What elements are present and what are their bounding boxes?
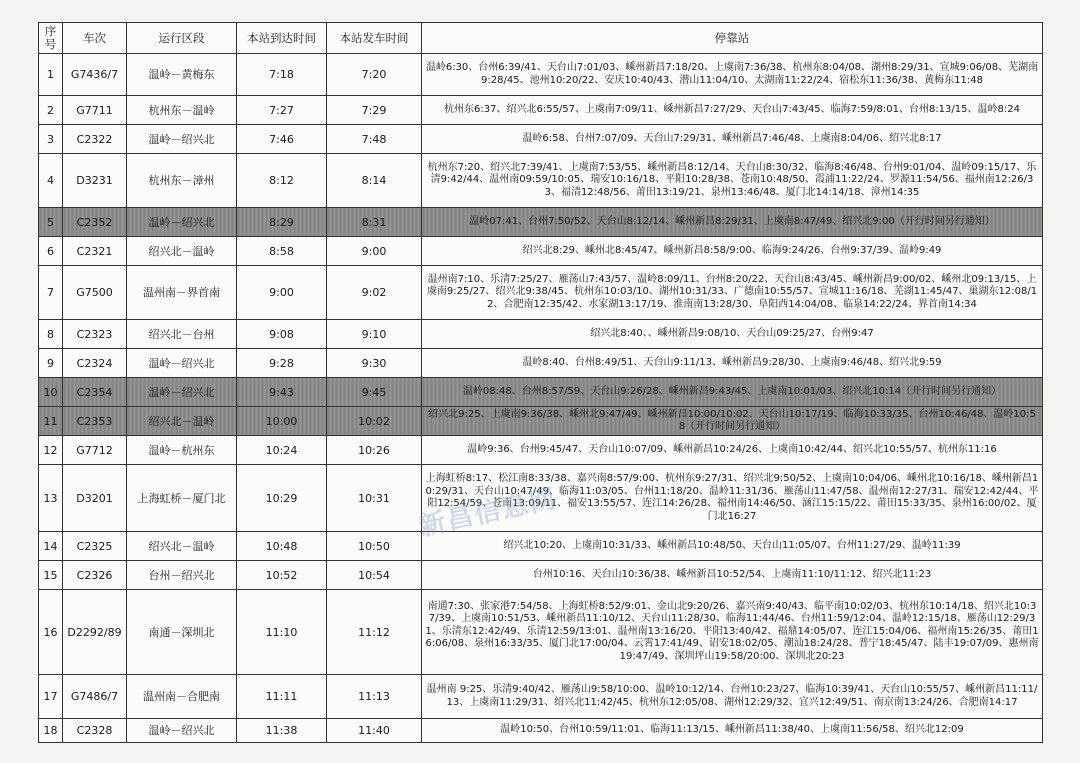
- cell-depart: 8:14: [327, 154, 422, 208]
- cell-stops: 绍兴北9:25、上虞南9:36/38、嵊州北9:47/49、嵊州新昌10:00/10:02、天台山10:17/19、临海10:33/35、台州10:46/48、温岭10:58（开行时间另行通知）: [422, 407, 1043, 436]
- cell-seq: 8: [39, 320, 63, 349]
- header-section: 运行区段: [127, 23, 237, 54]
- train-timetable: [38, 22, 1043, 743]
- cell-section: 温岭－绍兴北: [127, 208, 237, 237]
- cell-depart: 9:00: [327, 237, 422, 266]
- cell-section: 温岭－绍兴北: [127, 378, 237, 407]
- cell-seq: 18: [39, 719, 63, 743]
- cell-stops: 温岭6:30、台州6:39/41、天台山7:01/03、嵊州新昌7:18/20、上虞南7:36/38、杭州东8:04/08、湖州8:29/31、宣城9:06/08、芜湖南9:28/45、池州10:20/22、安庆10:40/43、潜山11:04/10、太湖南11:22/24、宿松东11:36/38、黄梅东11:48: [422, 54, 1043, 96]
- cell-depart: 8:31: [327, 208, 422, 237]
- cell-arrive: 10:52: [237, 561, 327, 590]
- cell-depart: 7:29: [327, 96, 422, 125]
- cell-depart: 10:26: [327, 436, 422, 465]
- cell-seq: 17: [39, 675, 63, 719]
- cell-seq: 7: [39, 266, 63, 320]
- cell-seq: 13: [39, 465, 63, 532]
- cell-stops: 温岭10:50、台州10:59/11:01、临海11:13/15、嵊州新昌11:38/40、上虞南11:56/58、绍兴北12:09: [422, 719, 1043, 743]
- cell-train: G7712: [63, 436, 127, 465]
- cell-depart: 10:50: [327, 532, 422, 561]
- cell-arrive: 9:28: [237, 349, 327, 378]
- table-row: [39, 675, 1043, 719]
- cell-arrive: 10:48: [237, 532, 327, 561]
- cell-section: 南通－深圳北: [127, 590, 237, 675]
- cell-depart: 7:48: [327, 125, 422, 154]
- table-row: [39, 154, 1043, 208]
- cell-arrive: 8:58: [237, 237, 327, 266]
- cell-train: G7436/7: [63, 54, 127, 96]
- cell-train: D3201: [63, 465, 127, 532]
- cell-section: 绍兴北－温岭: [127, 237, 237, 266]
- cell-depart: 10:31: [327, 465, 422, 532]
- cell-stops: 绍兴北8:29、嵊州北8:45/47、嵊州新昌8:58/9:00、临海9:24/26、台州9:37/39、温岭9:49: [422, 237, 1043, 266]
- table-row: [39, 349, 1043, 378]
- cell-section: 温岭－绍兴北: [127, 125, 237, 154]
- cell-train: C2328: [63, 719, 127, 743]
- cell-stops: 杭州东6:37、绍兴北6:55/57、上虞南7:09/11、嵊州新昌7:27/29、天台山7:43/45、临海7:59/8:01、台州8:13/15、温岭8:24: [422, 96, 1043, 125]
- cell-train: C2354: [63, 378, 127, 407]
- table-row: [39, 266, 1043, 320]
- table-row: [39, 465, 1043, 532]
- table-row: [39, 590, 1043, 675]
- cell-depart: 10:02: [327, 407, 422, 436]
- cell-section: 温岭－杭州东: [127, 436, 237, 465]
- cell-arrive: 11:11: [237, 675, 327, 719]
- cell-stops: 绍兴北10:20、上虞南10:31/33、嵊州新昌10:48/50、天台山11:05/07、台州11:27/29、温岭11:39: [422, 532, 1043, 561]
- cell-stops: 上海虹桥8:17、松江南8:33/38、嘉兴南8:57/9:00、杭州东9:27/31、绍兴北9:50/52、上虞南10:04/06、嵊州北10:16/18、嵊州新昌10:29/31、天台山10:47/49、临海11:03/05、台州11:18/20、温岭11:31/36、雁荡山11:47/58、温州南12:27/31、瑞安12:42/44、平阳12:54/59、苍南13:09/11、福安13:55/57、连江14:26/28、福州南14:46/50、涵江15:15/22、莆田15:33/35、泉州16:00/02、厦门北16:27: [422, 465, 1043, 532]
- table-row: [39, 436, 1043, 465]
- table-row: [39, 125, 1043, 154]
- cell-depart: 9:10: [327, 320, 422, 349]
- cell-seq: 1: [39, 54, 63, 96]
- cell-arrive: 7:46: [237, 125, 327, 154]
- cell-seq: 11: [39, 407, 63, 436]
- cell-train: G7486/7: [63, 675, 127, 719]
- cell-seq: 4: [39, 154, 63, 208]
- table-row: [39, 532, 1043, 561]
- cell-stops: 温岭9:36、台州9:45/47、天台山10:07/09、嵊州新昌10:24/26、上虞南10:42/44、绍兴北10:55/57、杭州东11:16: [422, 436, 1043, 465]
- cell-seq: 3: [39, 125, 63, 154]
- cell-depart: 7:20: [327, 54, 422, 96]
- table-row: [39, 237, 1043, 266]
- cell-seq: 2: [39, 96, 63, 125]
- cell-stops: 杭州东7:20、绍兴北7:39/41、上虞南7:53/55、嵊州新昌8:12/14、天台山8:30/32、临海8:46/48、台州9:01/04、温岭09:15/17、乐清9:42/44、温州南09:59/10:05、瑞安10:16/18、平阳10:28/38、苍南10:48/50、霞浦11:22/24、罗源11:54/56、福州南12:26/33、福清12:48/56、莆田13:19/21、泉州13:46/48、厦门北14:14/18、漳州14:35: [422, 154, 1043, 208]
- cell-stops: 温州南 9:25、乐清9:40/42、雁荡山9:58/10:00、温岭10:12/14、台州10:23/27、临海10:39/41、天台山10:55/57、嵊州新昌11:11/13、上虞南11:29/31、绍兴北11:42/45、杭州东12:05/08、湖州12:29/32、宜兴12:49/51、南京南13:24/26、合肥南14:17: [422, 675, 1043, 719]
- cell-section: 温岭－绍兴北: [127, 349, 237, 378]
- cell-section: 台州－绍兴北: [127, 561, 237, 590]
- cell-section: 绍兴北－温岭: [127, 532, 237, 561]
- cell-arrive: 9:43: [237, 378, 327, 407]
- table-row: [39, 320, 1043, 349]
- cell-section: 温州南－合肥南: [127, 675, 237, 719]
- cell-train: C2324: [63, 349, 127, 378]
- cell-train: C2322: [63, 125, 127, 154]
- header-row: [39, 23, 1043, 54]
- cell-train: G7711: [63, 96, 127, 125]
- cell-depart: 9:02: [327, 266, 422, 320]
- cell-section: 温岭－绍兴北: [127, 719, 237, 743]
- cell-seq: 14: [39, 532, 63, 561]
- header-stops: 停靠站: [422, 23, 1043, 54]
- cell-stops: 台州10:16、天台山10:36/38、嵊州新昌10:52/54、上虞南11:10/11:12、绍兴北11:23: [422, 561, 1043, 590]
- header-depart: 本站发车时间: [327, 23, 422, 54]
- table-row: [39, 208, 1043, 237]
- cell-section: 温岭－黄梅东: [127, 54, 237, 96]
- cell-train: C2323: [63, 320, 127, 349]
- cell-seq: 5: [39, 208, 63, 237]
- cell-train: G7500: [63, 266, 127, 320]
- cell-stops: 温岭8:40、台州8:49/51、天台山9:11/13、嵊州新昌9:28/30、上虞南9:46/48、绍兴北9:59: [422, 349, 1043, 378]
- cell-train: D2292/89: [63, 590, 127, 675]
- cell-section: 绍兴北－台州: [127, 320, 237, 349]
- table-row: [39, 407, 1043, 436]
- header-train: 车次: [63, 23, 127, 54]
- cell-arrive: 11:38: [237, 719, 327, 743]
- cell-arrive: 7:27: [237, 96, 327, 125]
- cell-stops: 温岭6:58、台州7:07/09、天台山7:29/31、嵊州新昌7:46/48、上虞南8:04/06、绍兴北8:17: [422, 125, 1043, 154]
- cell-arrive: 9:00: [237, 266, 327, 320]
- cell-arrive: 7:18: [237, 54, 327, 96]
- cell-seq: 10: [39, 378, 63, 407]
- cell-arrive: 8:29: [237, 208, 327, 237]
- cell-seq: 16: [39, 590, 63, 675]
- cell-depart: 9:45: [327, 378, 422, 407]
- cell-depart: 11:40: [327, 719, 422, 743]
- cell-train: C2326: [63, 561, 127, 590]
- cell-section: 温州南－界首南: [127, 266, 237, 320]
- header-seq: 序号: [39, 23, 63, 54]
- table-row: [39, 719, 1043, 743]
- table-row: [39, 96, 1043, 125]
- cell-arrive: 10:00: [237, 407, 327, 436]
- cell-arrive: 11:10: [237, 590, 327, 675]
- cell-depart: 10:54: [327, 561, 422, 590]
- cell-arrive: 10:24: [237, 436, 327, 465]
- cell-seq: 15: [39, 561, 63, 590]
- cell-section: 杭州东－漳州: [127, 154, 237, 208]
- cell-train: C2325: [63, 532, 127, 561]
- watermark: 新昌信息网: [416, 483, 561, 543]
- cell-seq: 12: [39, 436, 63, 465]
- table-row: [39, 54, 1043, 96]
- cell-depart: 9:30: [327, 349, 422, 378]
- table-row: [39, 378, 1043, 407]
- cell-train: C2321: [63, 237, 127, 266]
- cell-stops: 绍兴北8:40、、嵊州新昌9:08/10、天台山09:25/27、台州9:47: [422, 320, 1043, 349]
- cell-seq: 9: [39, 349, 63, 378]
- header-arrive: 本站到达时间: [237, 23, 327, 54]
- cell-stops: 温州南7:10、乐清7:25/27、雁荡山7:43/57、温岭8:09/11、台州8:20/22、天台山8:43/45、嵊州新昌9:00/02、嵊州北09:13/15、上虞南9:25/27、绍兴北9:38/45、杭州东10:03/10、湖州10:31/33、广德南10:55/57、宣城11:16/18、芜湖11:45/47、巢湖东12:08/12、合肥南12:35/42、水家湖13:17/19、淮南南13:28/30、阜阳西14:04/08、临泉14:22/24、界首南14:34: [422, 266, 1043, 320]
- cell-stops: 南通7:30、张家港7:54/58、上海虹桥8:52/9:01、金山北9:20/26、嘉兴南9:40/43、临平南10:02/03、杭州东10:14/18、绍兴北10:37/39、上虞南10:51/53、嵊州新昌11:10/12、天台山11:28/30、临海11:44/46、台州11:59/12:04、温岭12:15/18、雁荡山12:29/31、乐清东12:42/49、乐清12:59/13:01、温州南13:16/20、平阳13:40/42、福鼎14:05/07、连江15:04/06、福州南15:26/35、莆田16:06/08、泉州16:33/35、厦门北17:00/04、云霄17:41/49、诏安18:02/05、潮汕18:24/28、普宁18:45/47、陆丰19:07/09、惠州南19:47/49、深圳坪山19:58/20:00、深圳北20:23: [422, 590, 1043, 675]
- cell-train: C2352: [63, 208, 127, 237]
- cell-train: C2353: [63, 407, 127, 436]
- cell-stops: 温岭07:41、台州7:50/52、天台山8:12/14、嵊州新昌8:29/31、上虞南8:47/49、绍兴北9:00（开行时间另行通知）: [422, 208, 1043, 237]
- cell-depart: 11:12: [327, 590, 422, 675]
- cell-arrive: 9:08: [237, 320, 327, 349]
- cell-arrive: 10:29: [237, 465, 327, 532]
- cell-arrive: 8:12: [237, 154, 327, 208]
- timetable-sheet: [38, 22, 1042, 743]
- cell-seq: 6: [39, 237, 63, 266]
- cell-section: 绍兴北－温岭: [127, 407, 237, 436]
- cell-section: 杭州东－温岭: [127, 96, 237, 125]
- cell-section: 上海虹桥－厦门北: [127, 465, 237, 532]
- cell-train: D3231: [63, 154, 127, 208]
- cell-stops: 温岭08:48、台州8:57/59、天台山9:26/28、嵊州新昌9:43/45、上虞南10:01/03、绍兴北10:14（开行时间另行通知）: [422, 378, 1043, 407]
- cell-depart: 11:13: [327, 675, 422, 719]
- table-row: [39, 561, 1043, 590]
